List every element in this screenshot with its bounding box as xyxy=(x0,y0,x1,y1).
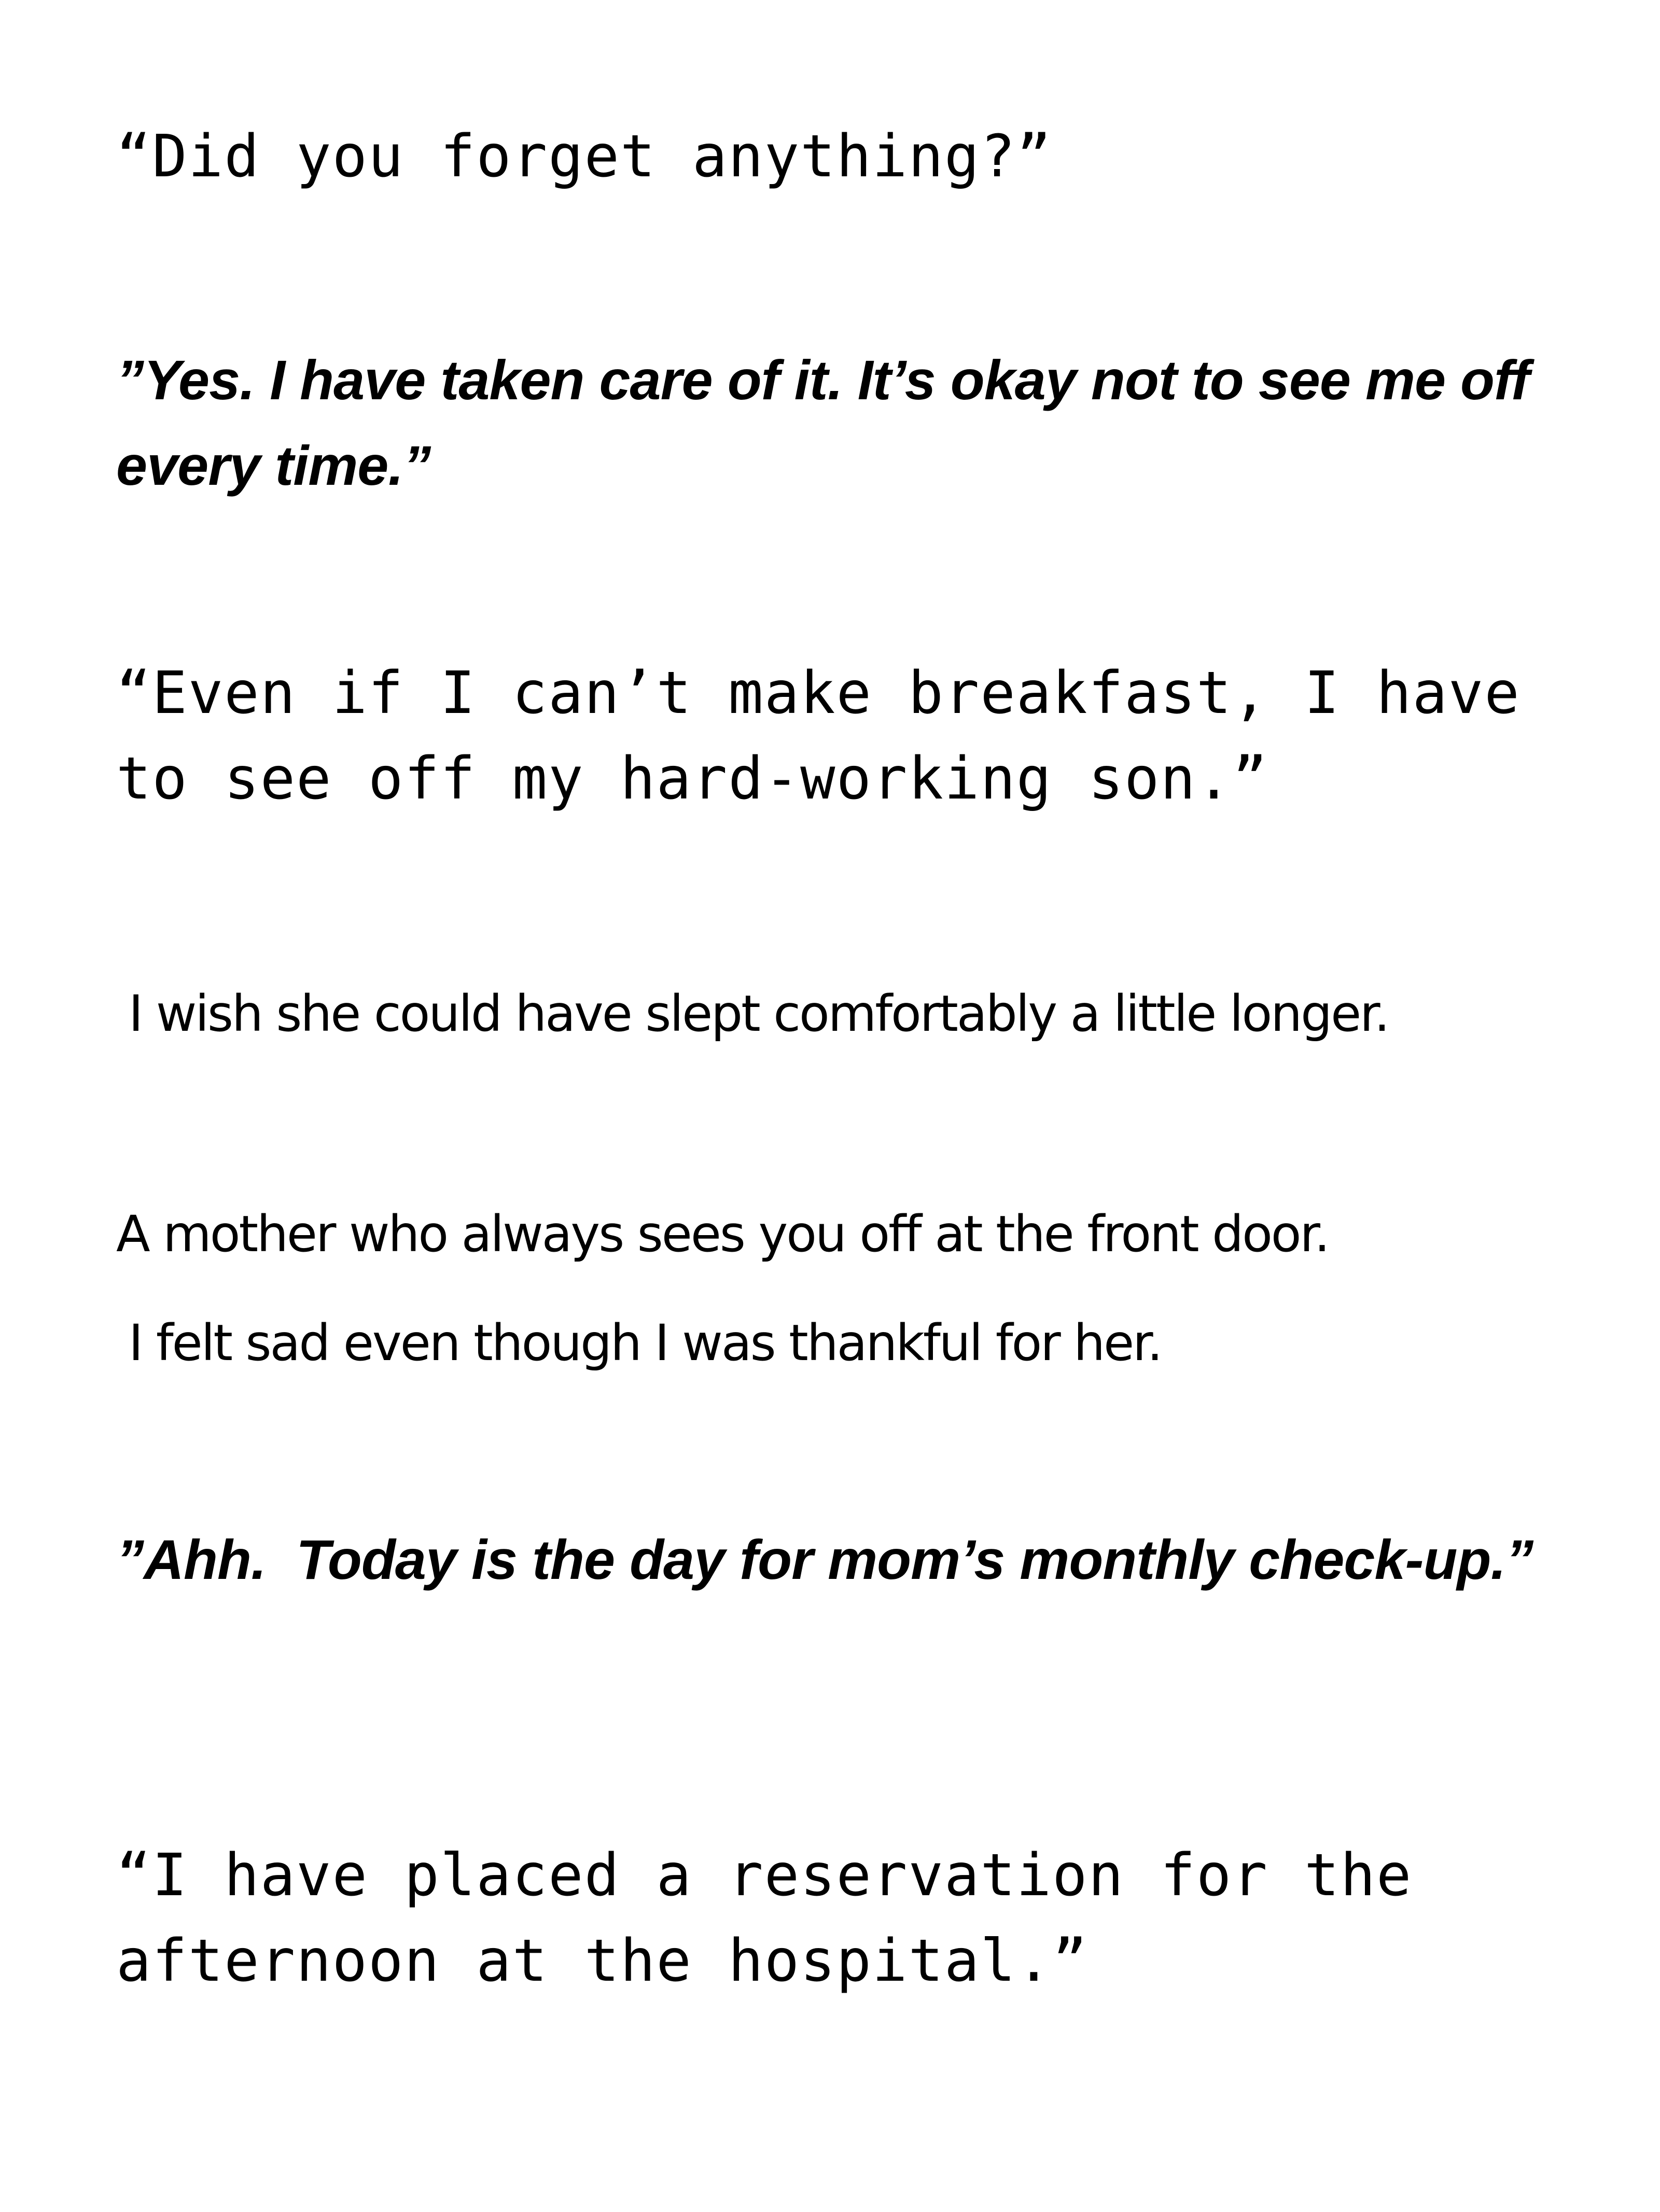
narration-wish: I wish she could have slept comfortably a little longer. xyxy=(129,985,1389,1043)
narration-mother-door: A mother who always sees you off at the front door. xyxy=(116,1205,1329,1263)
narration-sad-thankful: I felt sad even though I was thankful for her. xyxy=(129,1314,1162,1372)
dialogue-son-checkup: ”Ahh. Today is the day for mom’s monthly check-up.” xyxy=(116,1528,1533,1591)
dialogue-mother-reservation: “I have placed a reservation for the afternoon at the hospital.” xyxy=(116,1842,1448,1995)
dialogue-mother-question: “Did you forget anything?” xyxy=(116,123,1053,190)
dialogue-mother-breakfast: “Even if I can’t make breakfast, I have to see off my hard-working son.” xyxy=(116,660,1557,813)
dialogue-son-reply: ”Yes. I have taken care of it. It’s okay not to see me off every time.” xyxy=(116,348,1545,497)
